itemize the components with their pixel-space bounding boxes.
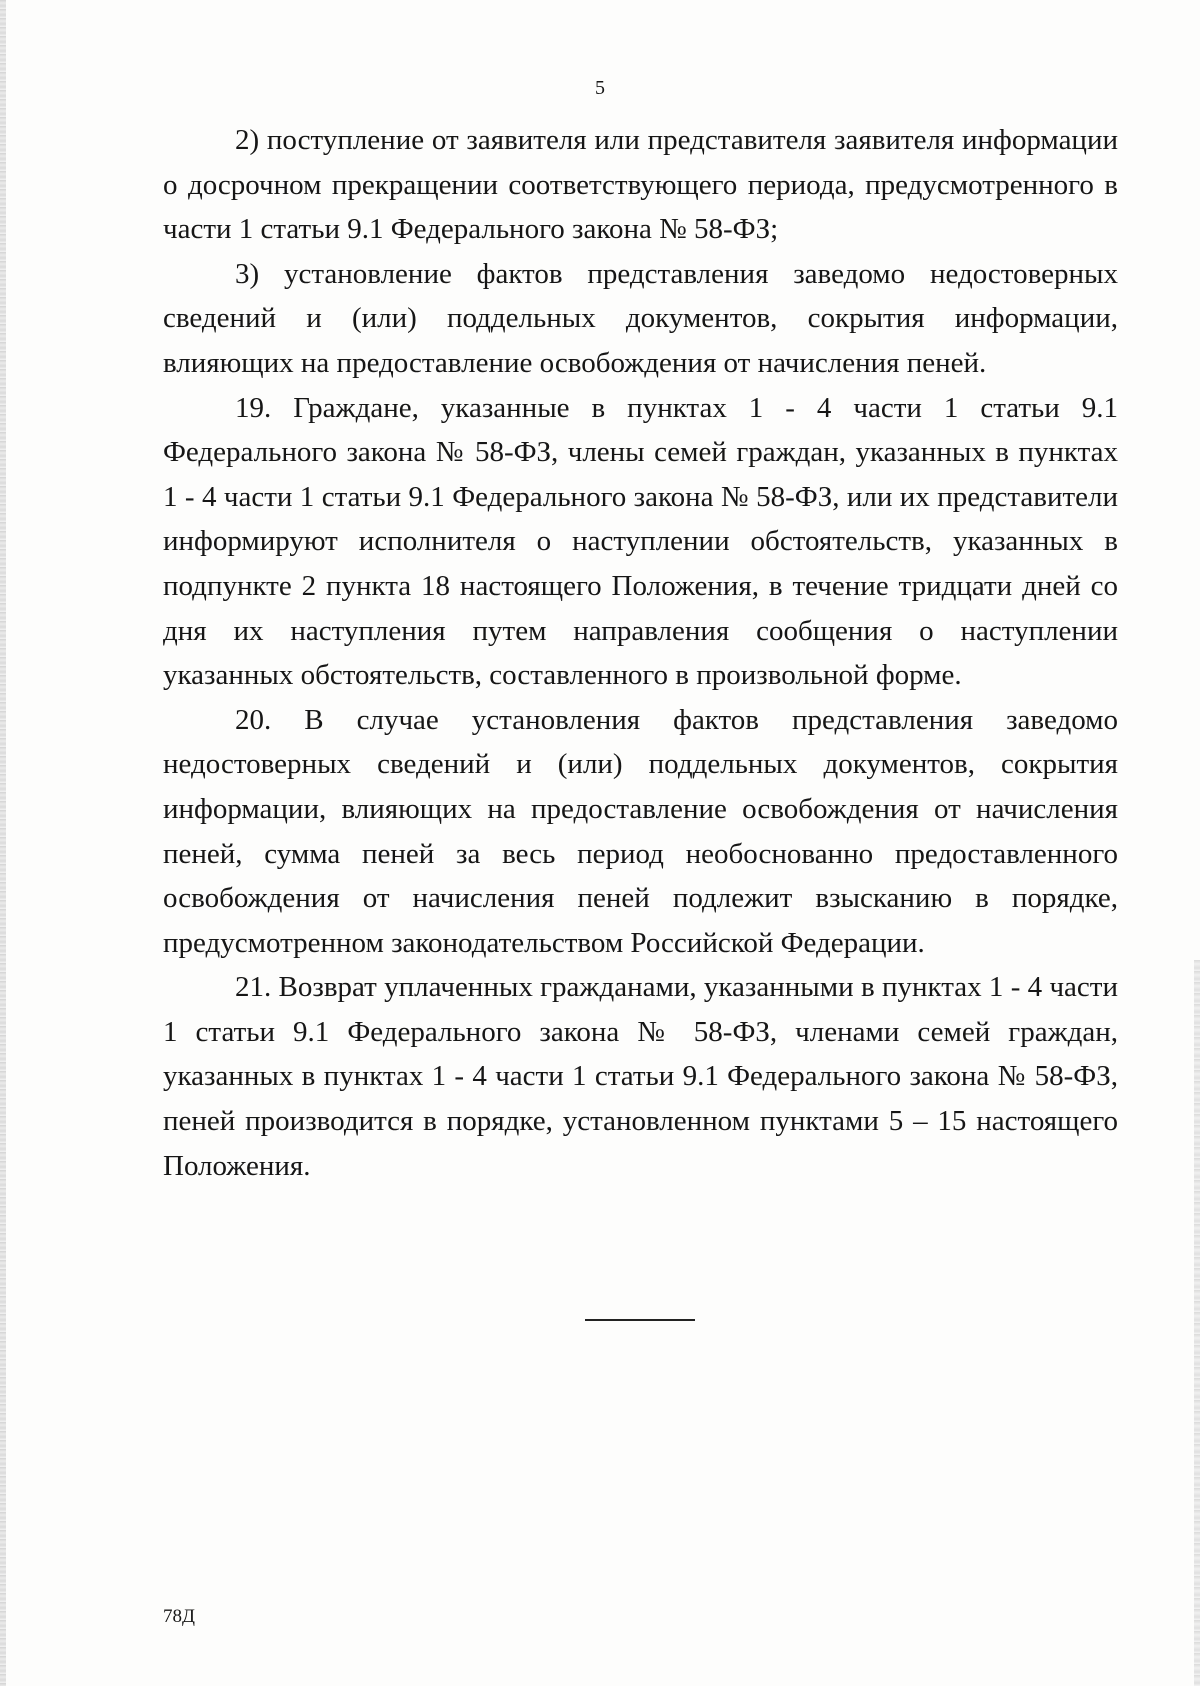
paragraph-clause-19: 19. Граждане, указанные в пунктах 1 - 4 части 1 статьи 9.1 Федерального закона № 58-ФЗ, члены семей граждан, указанных в пунктах 1 - 4 части 1 статьи 9.1 Федерального закона № 58-ФЗ, или их представители информируют исполнителя о наступлении обстоятельств, указанных в подпункте 2 пункта 18 настоящего Положения, в течение тридцати дней со дня их наступления путем направления сообщения о наступлении указанных обстоятельств, составленного в произвольной форме. [163, 391, 1118, 692]
document-code: 78Д [163, 1606, 195, 1627]
page-number: 5 [595, 77, 605, 99]
document-body [163, 118, 1118, 1188]
paragraph-clause-21: 21. Возврат уплаченных гражданами, указанными в пунктах 1 - 4 части 1 статьи 9.1 Федерального закона № 58-ФЗ, членами семей граждан, указанных в пунктах 1 - 4 части 1 статьи 9.1 Федерального закона № 58-ФЗ, пеней производится в порядке, установленном пунктами 5 – 15 настоящего Положения. [163, 971, 1118, 1182]
paragraph-item-2: 2) поступление от заявителя или представителя заявителя информации о досрочном прекращении соответствующего периода, предусмотренного в части 1 статьи 9.1 Федерального закона № 58-ФЗ; [163, 124, 1118, 246]
scan-edge-right [1194, 960, 1200, 1686]
scan-edge-left [0, 0, 6, 1686]
paragraph-clause-20: 20. В случае установления фактов представления заведомо недостоверных сведений и (или) поддельных документов, сокрытия информации, влияющих на предоставление освобождения от начисления пеней, сумма пеней за весь период необоснованно предоставленного освобождения от начисления пеней подлежит взысканию в порядке, предусмотренном законодательством Российской Федерации. [163, 703, 1118, 959]
paragraph-item-3: 3) установление фактов представления заведомо недостоверных сведений и (или) поддельных документов, сокрытия информации, влияющих на предоставление освобождения от начисления пеней. [163, 257, 1118, 379]
end-of-text-rule [585, 1319, 695, 1321]
